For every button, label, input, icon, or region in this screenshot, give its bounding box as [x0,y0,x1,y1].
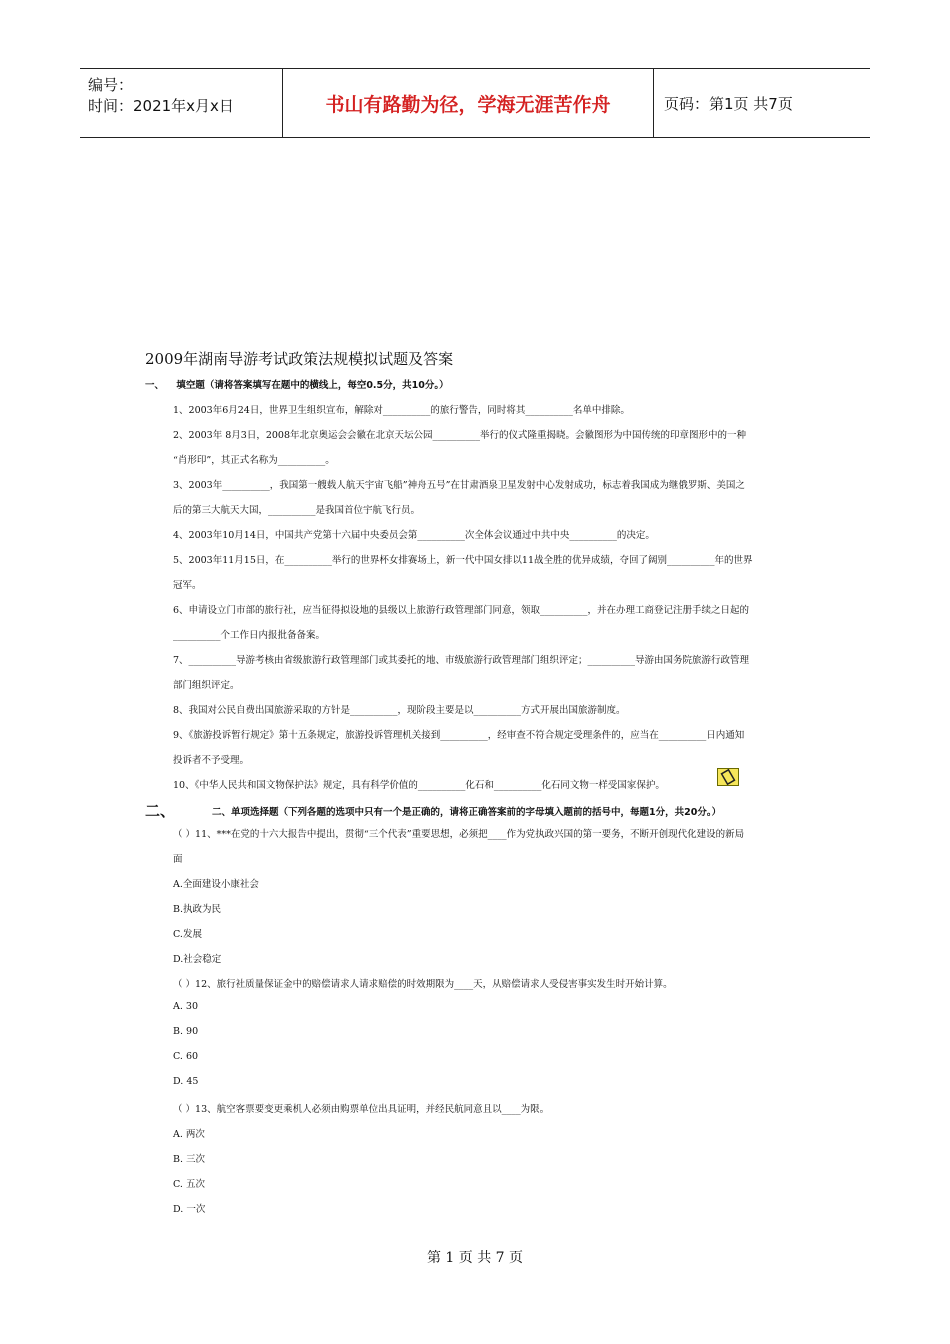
question-line: （ ）12、旅行社质量保证金中的赔偿请求人请求赔偿的时效期限为____天，从赔偿请求人受侵害事实发生时开始计算。 [173,979,673,990]
section2-number: 二、 [145,802,176,820]
answer-option: A. 30 [173,1001,198,1012]
answer-option: C. 60 [173,1051,199,1062]
question-line: 2、2003年 8月3日，2008年北京奥运会会徽在北京天坛公园__________举行的仪式隆重揭晓。会徽图形为中国传统的印章图形中的一种 [173,430,747,441]
section2-heading: 二、单项选择题（下列各题的选项中只有一个是正确的，请将正确答案前的字母填入题前的括号中，每题1分，共20分。） [212,807,722,818]
question-line: 7、__________导游考核由省级旅游行政管理部门或其委托的地、市级旅游行政管理部门组织评定；__________导游由国务院旅游行政管理 [173,655,750,666]
question-line: 冠军。 [173,580,202,591]
question-line: （ ）13、航空客票要变更乘机人必须由购票单位出具证明，并经民航同意且以____为限。 [173,1104,550,1115]
question-line: 4、2003年10月14日，中国共产党第十六届中央委员会第__________次全体会议通过中共中央__________的决定。 [173,530,655,541]
doc-number-label: 编号： [88,76,134,94]
header-page-label: 页码：第1页 共7页 [664,94,793,113]
question-line: 3、2003年__________，我国第一艘载人航天宇宙飞船”神舟五号”在甘肃酒泉卫星发射中心发射成功，标志着我国成为继俄罗斯、美国之 [173,480,745,491]
question-line: 9、《旅游投诉暂行规定》第十五条规定，旅游投诉管理机关接到__________，经审查不符合规定受理条件的，应当在__________日内通知 [173,730,745,741]
question-line: 5、2003年11月15日，在__________举行的世界杯女排赛场上，新一代中国女排以11战全胜的优异成绩，夺回了阔别__________年的世界 [173,555,753,566]
answer-option: B. 三次 [173,1154,206,1165]
page-footer: 第 1 页 共 7 页 [426,1250,524,1266]
question-line: 1、2003年6月24日，世界卫生组织宣布，解除对__________的旅行警告，同时将其__________名单中排除。 [173,405,630,416]
doc-date-label: 时间：2021年x月x日 [88,97,234,115]
answer-option: B. 90 [173,1026,199,1037]
embedded-object-icon[interactable] [717,768,739,786]
answer-option: D.社会稳定 [173,954,222,965]
section1-heading-text: 填空题（请将答案填写在题中的横线上，每空0.5分，共10分。） [176,380,449,391]
answer-option: A.全面建设小康社会 [173,879,259,890]
question-line: 部门组织评定。 [173,680,240,691]
question-line: 面 [173,854,183,865]
answer-option: C.发展 [173,929,202,940]
film-icon [718,769,738,785]
header-meta [80,69,282,137]
document-title: 2009年湖南导游考试政策法规模拟试题及答案 [145,350,454,368]
section1-heading [145,377,449,391]
answer-option: D. 一次 [173,1204,206,1215]
question-line: 10、《中华人民共和国文物保护法》规定，具有科学价值的__________化石和__________化石同文物一样受国家保护。 [173,780,665,791]
answer-option: B.执政为民 [173,904,222,915]
answer-option: D. 45 [173,1076,199,1087]
question-line: （ ）11、***在党的十六大报告中提出，贯彻“三个代表”重要思想，必须把____作为党执政兴国的第一要务，不断开创现代化建设的新局 [173,829,745,840]
question-line: __________个工作日内报批备备案。 [173,630,326,641]
answer-option: A. 两次 [173,1129,205,1140]
header-motto: 书山有路勤为径，学海无涯苦作舟 [282,69,654,137]
section1-number: 一、 [145,380,165,391]
question-line: 6、申请设立门市部的旅行社，应当征得拟设地的县级以上旅游行政管理部门同意，领取__________，并在办理工商登记注册手续之日起的 [173,605,750,616]
page-header [80,68,870,138]
question-line: 8、我国对公民自费出国旅游采取的方针是__________，现阶段主要是以__________方式开展出国旅游制度。 [173,705,626,716]
question-line: “肖形印”，其正式名称为__________。 [173,455,335,466]
question-line: 后的第三大航天大国，__________是我国首位宇航飞行员。 [173,505,421,516]
question-line: 投诉者不予受理。 [173,755,250,766]
answer-option: C. 五次 [173,1179,205,1190]
